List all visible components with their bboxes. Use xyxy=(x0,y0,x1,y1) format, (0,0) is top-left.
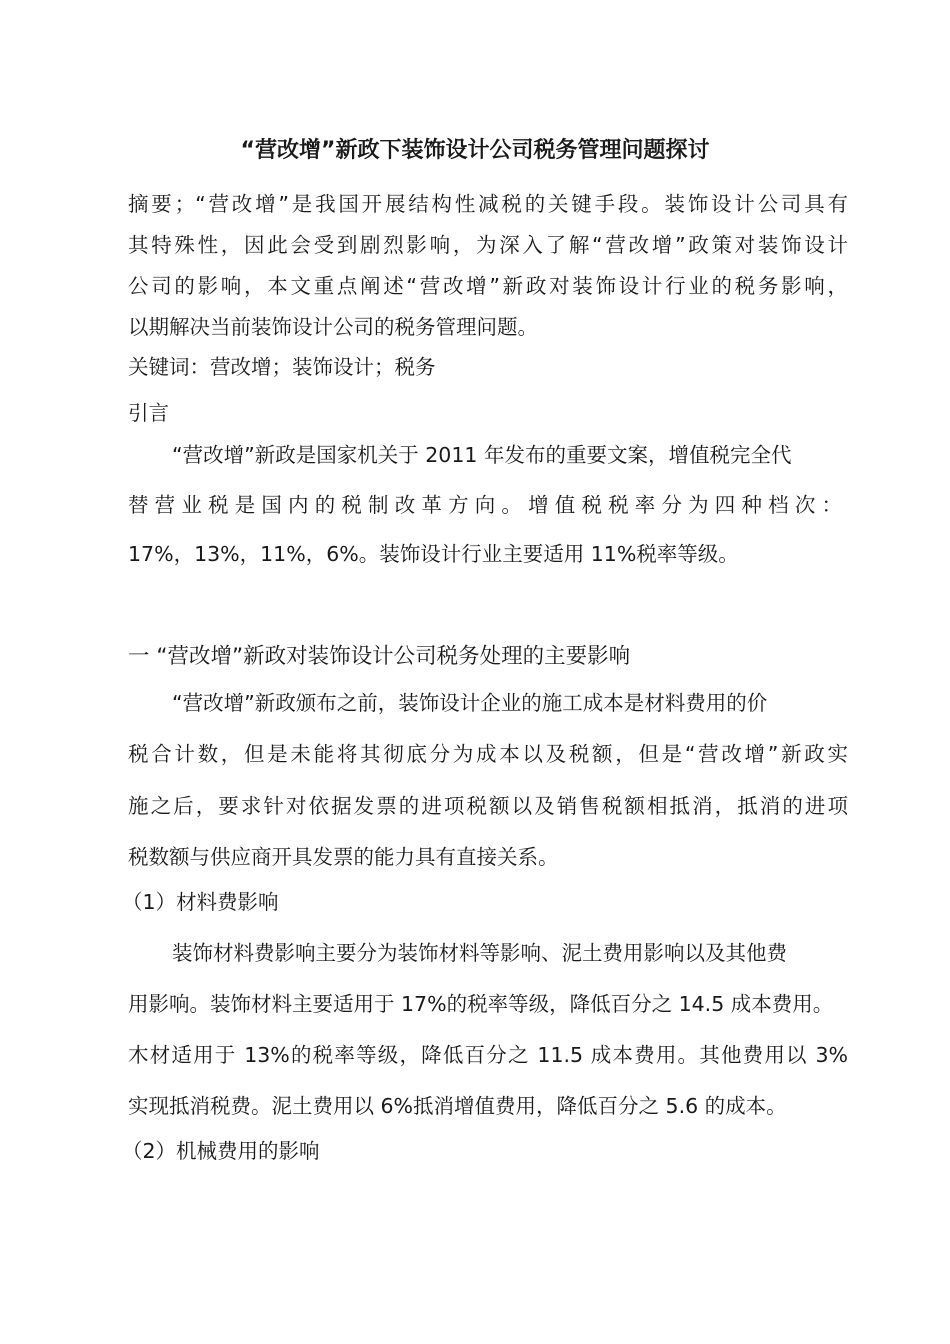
section-paragraph-line: 税合计数，但是未能将其彻底分为成本以及税额，但是“营改增”新政实 xyxy=(128,742,848,766)
section-paragraph-line: 施之后，要求针对依据发票的进项税额以及销售税额相抵消，抵消的进项 xyxy=(128,794,848,818)
subsection-paragraph-line: 装饰材料费影响主要分为装饰材料等影响、泥土费用影响以及其他费 xyxy=(172,941,787,965)
intro-paragraph-line: “营改增”新政是国家机关于 2011 年发布的重要文案，增值税完全代 xyxy=(172,443,792,467)
abstract-line: 公司的影响，本文重点阐述“营改增”新政对装饰设计行业的税务影响， xyxy=(128,274,848,298)
intro-paragraph-line: 17%，13%，11%，6%。装饰设计行业主要适用 11%税率等级。 xyxy=(128,542,739,566)
section-paragraph-line: 税数额与供应商开具发票的能力具有直接关系。 xyxy=(128,845,559,869)
intro-heading: 引言 xyxy=(128,401,169,425)
abstract-line: 以期解决当前装饰设计公司的税务管理问题。 xyxy=(128,315,538,339)
document-title: “营改增”新政下装饰设计公司税务管理问题探讨 xyxy=(240,138,710,163)
subsection-paragraph-line: 实现抵消税费。泥土费用以 6%抵消增值费用，降低百分之 5.6 的成本。 xyxy=(128,1094,787,1118)
abstract-line: 摘要；“营改增”是我国开展结构性减税的关键手段。装饰设计公司具有 xyxy=(128,192,848,216)
subsection-heading: （2）机械费用的影响 xyxy=(122,1139,320,1163)
intro-paragraph-line: 替营业税是国内的税制改革方向。增值税税率分为四种档次： xyxy=(128,493,848,517)
section-heading: 一 “营改增”新政对装饰设计公司税务处理的主要影响 xyxy=(128,644,631,669)
subsection-heading: （1）材料费影响 xyxy=(122,890,279,914)
abstract-line: 其特殊性，因此会受到剧烈影响，为深入了解“营改增”政策对装饰设计 xyxy=(128,233,848,257)
section-paragraph-line: “营改增”新政颁布之前，装饰设计企业的施工成本是材料费用的价 xyxy=(172,691,768,715)
keywords-line: 关键词：营改增；装饰设计；税务 xyxy=(128,355,436,379)
subsection-paragraph-line: 用影响。装饰材料主要适用于 17%的税率等级，降低百分之 14.5 成本费用。 xyxy=(128,992,834,1016)
subsection-paragraph-line: 木材适用于 13%的税率等级，降低百分之 11.5 成本费用。其他费用以 3% xyxy=(128,1043,848,1067)
